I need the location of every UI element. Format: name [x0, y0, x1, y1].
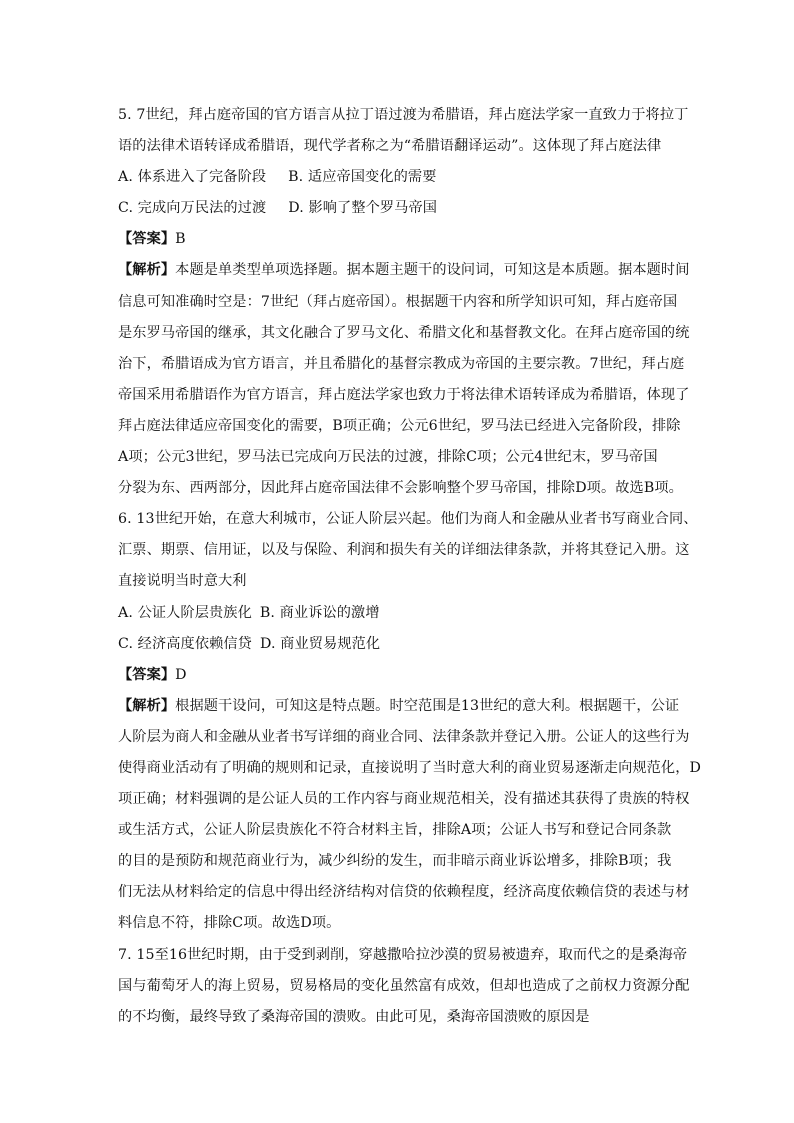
analysis-line: 人阶层为商人和金融从业者书写详细的商业合同、法律条款并登记入册。公证人的这些行为 [118, 728, 690, 745]
options-row [118, 162, 688, 193]
answer-line [118, 660, 688, 691]
answer-label: 【答案】 [118, 666, 176, 683]
analysis-line: 拜占庭法律适应帝国变化的需要，B项正确；公元6世纪，罗马法已经进入完备阶段，排除 [118, 417, 681, 434]
analysis-label: 【解析】 [118, 697, 176, 714]
question-stem-line: 7. 15至16世纪时期，由于受到剥削，穿越撒哈拉沙漠的贸易被遗弃，取而代之的是桑海帝 [118, 946, 688, 963]
analysis-line: 帝国采用希腊语作为官方语言，拜占庭法学家也致力于将法律术语转译成为希腊语，体现了 [118, 386, 690, 403]
analysis-line: 分裂为东、西两部分，因此拜占庭帝国法律不会影响整个罗马帝国，排除D项。故选B项。 [118, 480, 683, 497]
analysis-text: 根据题干设问，可知这是特点题。时空范围是13世纪的意大利。根据题干，公证 [175, 697, 680, 714]
answer-label: 【答案】 [118, 231, 176, 248]
question-stem-line: 语的法律术语转译成希腊语，现代学者称之为“希腊语翻译运动”。这体现了拜占庭法律 [118, 138, 662, 155]
answer-value: B [175, 231, 186, 248]
option-b: B. 适应帝国变化的需要 [288, 169, 437, 186]
question-6 [118, 504, 701, 939]
analysis-text: 本题是单类型单项选择题。据本题主题干的设问词，可知这是本质题。据本题时间 [175, 262, 690, 279]
option-a: A. 公证人阶层贵族化 [118, 604, 252, 621]
analysis-line: 项正确；材料强调的是公证人员的工作内容与商业规范相关，没有描述其获得了贵族的特权 [118, 791, 690, 808]
analysis-line: 使得商业活动有了明确的规则和记录，直接说明了当时意大利的商业贸易逐渐走向规范化，D [118, 759, 701, 776]
question-stem-line: 国与葡萄牙人的海上贸易，贸易格局的变化虽然富有成效，但却也造成了之前权力资源分配 [118, 977, 690, 994]
option-d: D. 商业贸易规范化 [259, 635, 381, 652]
question-5 [118, 100, 688, 504]
analysis-line [118, 691, 688, 722]
question-stem-line: 6. 13世纪开始，在意大利城市，公证人阶层兴起。他们为商人和金融从业者书写商业合同、 [118, 511, 698, 528]
options-row [118, 629, 688, 660]
options-row [118, 598, 688, 629]
answer-line [118, 224, 688, 255]
option-a: A. 体系进入了完备阶段 [118, 169, 267, 186]
analysis-line: 是东罗马帝国的继承，其文化融合了罗马文化、希腊文化和基督教文化。在拜占庭帝国的统 [118, 324, 690, 341]
question-7 [118, 940, 688, 1033]
analysis-line: 料信息不符，排除C项。故选D项。 [118, 915, 341, 932]
option-c: C. 完成向万民法的过渡 [118, 200, 267, 217]
analysis-label: 【解析】 [118, 262, 176, 279]
analysis-line: A项；公元3世纪，罗马法已完成向万民法的过渡，排除C项；公元4世纪末，罗马帝国 [118, 449, 658, 466]
question-stem-line: 5. 7世纪，拜占庭帝国的官方语言从拉丁语过渡为希腊语，拜占庭法学家一直致力于将拉丁 [118, 107, 689, 123]
exam-page [118, 100, 701, 1033]
analysis-line: 信息可知准确时空是：7世纪（拜占庭帝国）。根据题干内容和所学知识可知，拜占庭帝国 [118, 293, 678, 310]
answer-value: D [175, 666, 187, 683]
question-stem-line: 汇票、期票、信用证，以及与保险、利润和损失有关的详细法律条款，并将其登记入册。这 [118, 542, 690, 559]
question-stem-line: 的不均衡，最终导致了桑海帝国的溃败。由此可见，桑海帝国溃败的原因是 [118, 1008, 590, 1025]
option-b: B. 商业诉讼的激增 [259, 604, 380, 621]
option-d: D. 影响了整个罗马帝国 [288, 200, 438, 217]
options-row [118, 193, 688, 224]
analysis-line [118, 255, 688, 286]
option-c: C. 经济高度依赖信贷 [118, 635, 252, 652]
analysis-line: 治下，希腊语成为官方语言，并且希腊化的基督宗教成为帝国的主要宗教。7世纪，拜占庭 [118, 355, 685, 372]
analysis-line: 的目的是预防和规范商业行为，减少纠纷的发生，而非暗示商业诉讼增多，排除B项；我 [118, 853, 672, 870]
analysis-line: 或生活方式，公证人阶层贵族化不符合材料主旨，排除A项；公证人书写和登记合同条款 [118, 822, 672, 839]
question-stem-line: 直接说明当时意大利 [118, 573, 247, 590]
analysis-line: 们无法从材料给定的信息中得出经济结构对信贷的依赖程度，经济高度依赖信贷的表述与材 [118, 884, 690, 901]
